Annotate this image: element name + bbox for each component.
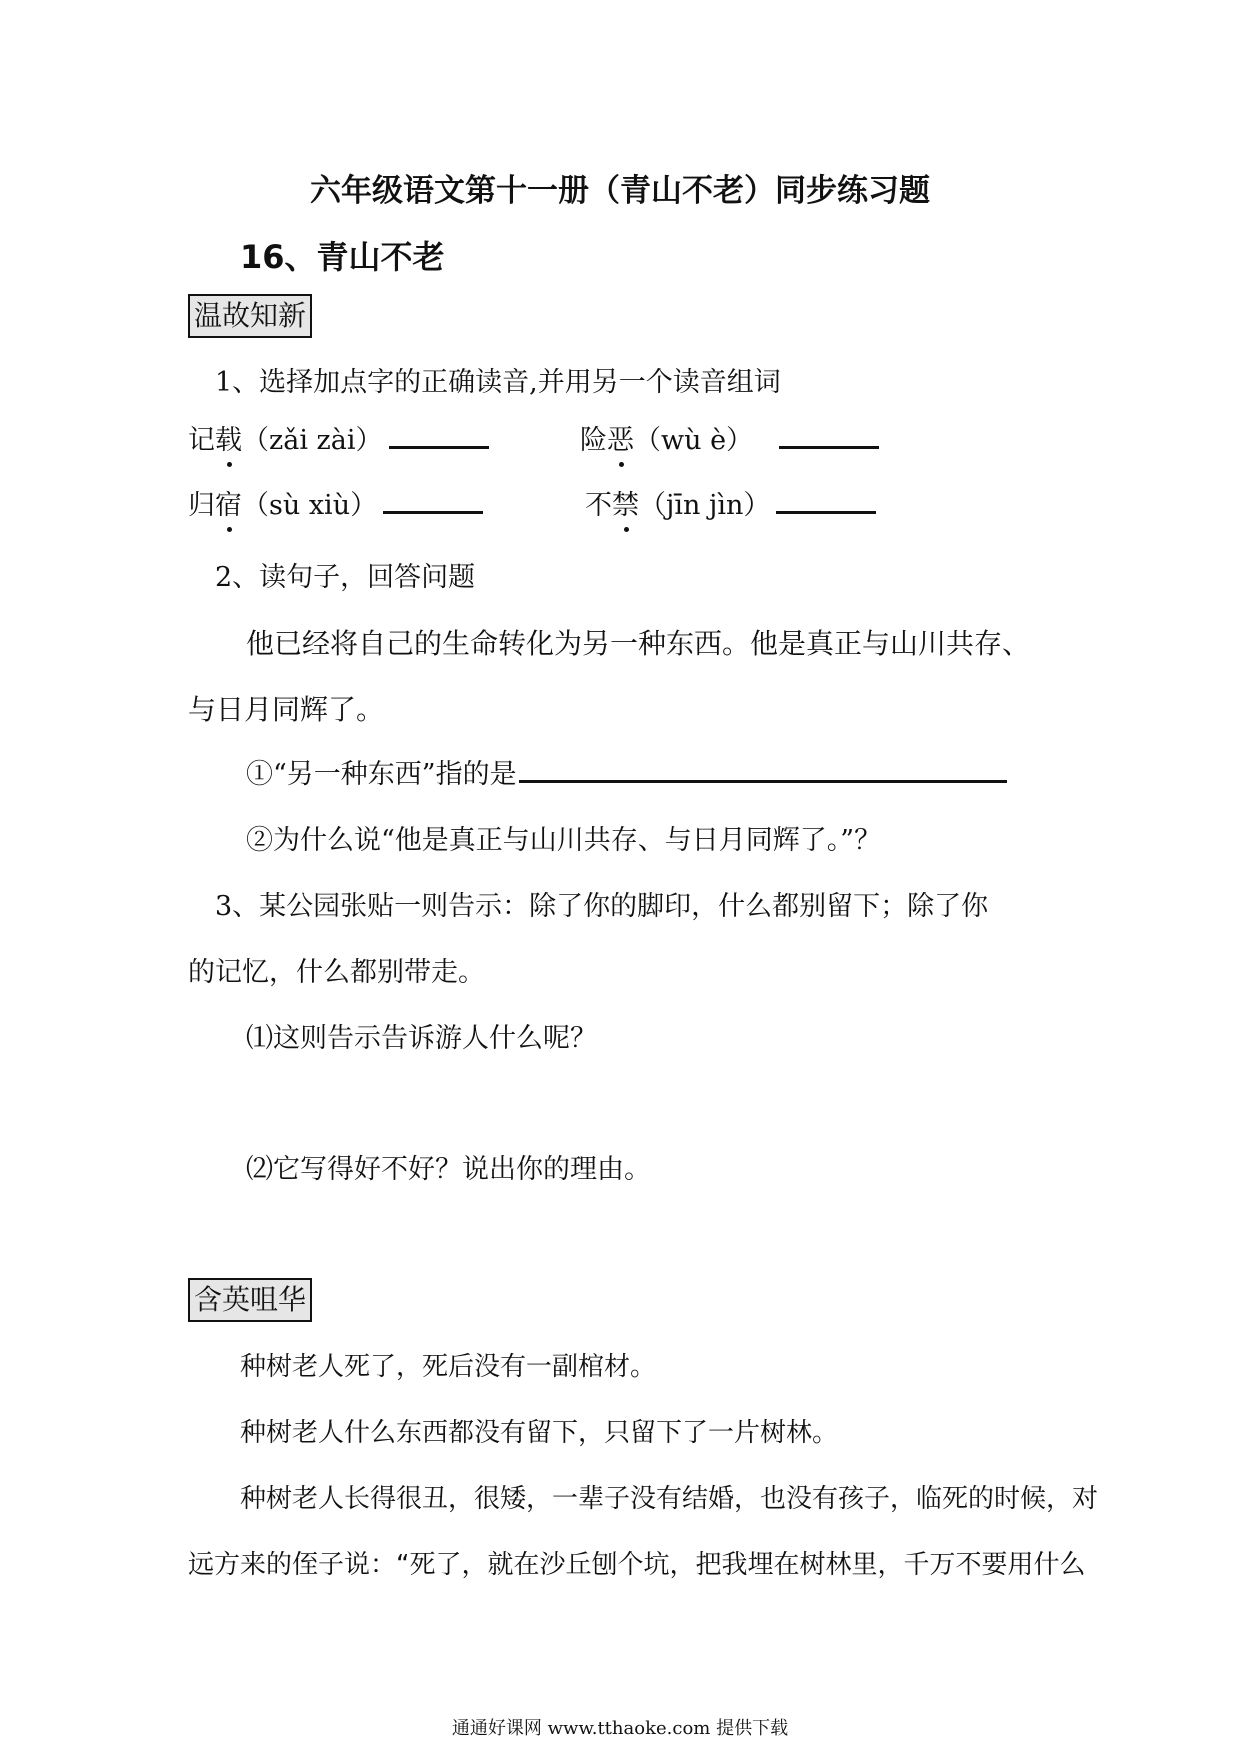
q1-item-2-dotted-char: 恶 <box>607 418 634 457</box>
q1-item-2-pinyin: （wù è） <box>634 425 754 456</box>
reading-paragraph-3-line-2: 远方来的侄子说：“死了，就在沙丘刨个坑，把我埋在树林里，千万不要用什么 <box>188 1550 1086 1580</box>
q1-item-3-answer-blank[interactable] <box>383 511 483 514</box>
q1-item-1-pinyin: （zǎi zài） <box>242 425 383 456</box>
lesson-heading: 16、青山不老 <box>240 238 445 276</box>
q1-item-4 <box>585 483 876 522</box>
q1-item-4-answer-blank[interactable] <box>776 511 876 514</box>
q1-item-1-prefix: 记 <box>188 425 215 456</box>
q1-item-3-prefix: 归 <box>188 490 215 521</box>
question-2-prompt: 2、读句子，回答问题 <box>215 562 476 593</box>
question-3-line-2: 的记忆，什么都别带走。 <box>188 957 485 988</box>
reading-paragraph-2: 种树老人什么东西都没有留下，只留下了一片树林。 <box>240 1418 839 1448</box>
q2-sub-question-2: ②为什么说“他是真正与山川共存、与日月同辉了。”？ <box>246 825 882 856</box>
q1-item-1-answer-blank[interactable] <box>389 446 489 449</box>
q1-item-2-prefix: 险 <box>580 425 607 456</box>
q2-passage-line-2: 与日月同辉了。 <box>188 693 385 726</box>
q2-sub-question-1 <box>246 752 1007 791</box>
reading-paragraph-3-line-1: 种树老人长得很丑，很矮，一辈子没有结婚，也没有孩子，临死的时候，对 <box>240 1484 1099 1514</box>
q3-sub-question-1: ⑴这则告示告诉游人什么呢？ <box>246 1023 597 1054</box>
section-label-reading: 含英咀华 <box>188 1278 312 1322</box>
q1-item-1 <box>188 418 489 457</box>
section-label-review: 温故知新 <box>188 294 312 338</box>
q1-item-3 <box>188 483 483 522</box>
q1-item-2 <box>580 418 879 457</box>
question-1-prompt: 1、选择加点字的正确读音,并用另一个读音组词 <box>215 367 781 398</box>
q3-sub-question-2: ⑵它写得好不好？说出你的理由。 <box>246 1154 651 1185</box>
q2-sub-1-answer-blank[interactable] <box>519 780 1007 783</box>
q1-item-4-pinyin: （jīn jìn） <box>639 490 771 521</box>
q1-item-2-answer-blank[interactable] <box>779 446 879 449</box>
reading-paragraph-1: 种树老人死了，死后没有一副棺材。 <box>240 1352 657 1382</box>
q2-passage-line-1: 他已经将自己的生命转化为另一种东西。他是真正与山川共存、 <box>246 627 1031 660</box>
q1-item-4-prefix: 不 <box>585 490 612 521</box>
q1-item-4-dotted-char: 禁 <box>612 483 639 522</box>
q2-sub-1-text: ①“另一种东西”指的是 <box>246 759 517 790</box>
footer-source: 通通好课网 www.tthaoke.com 提供下载 <box>451 1718 789 1739</box>
q1-item-1-dotted-char: 载 <box>215 418 242 457</box>
page-title: 六年级语文第十一册（青山不老）同步练习题 <box>310 173 930 209</box>
question-3-line-1: 3、某公园张贴一则告示：除了你的脚印，什么都别留下；除了你 <box>215 891 989 922</box>
q1-item-3-pinyin: （sù xiù） <box>242 490 378 521</box>
q1-item-3-dotted-char: 宿 <box>215 483 242 522</box>
